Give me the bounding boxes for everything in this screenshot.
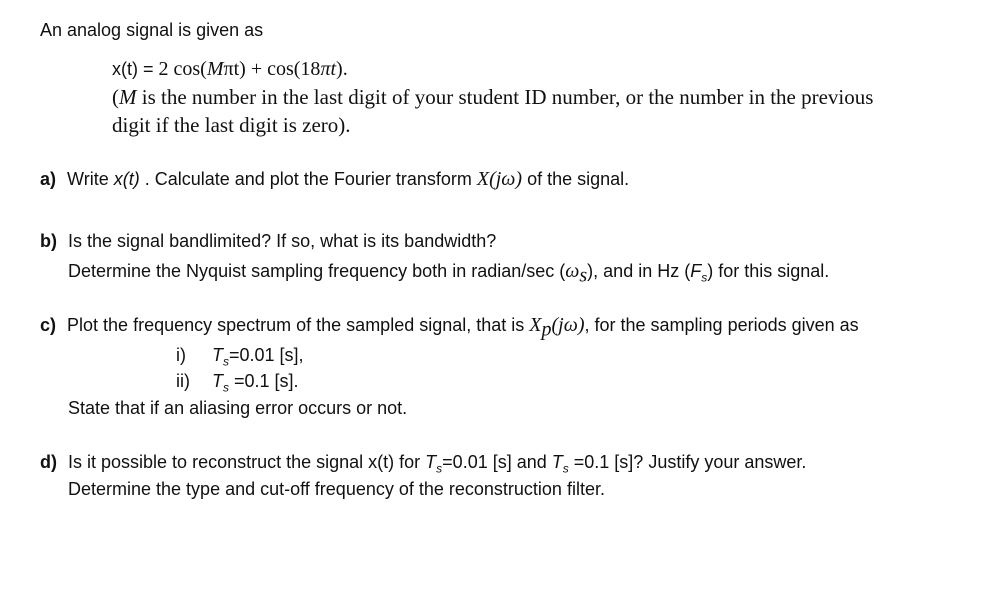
question-a-jw: (jω) <box>489 168 523 190</box>
F-symbol: F <box>690 261 702 281</box>
T-subscript: s <box>436 461 443 476</box>
question-a-label: a) <box>40 169 57 189</box>
question-b-l2b: ), and in Hz ( <box>587 261 691 281</box>
question-d-l1b: =0.01 [s] and <box>442 452 552 472</box>
equation-lhs: x(t) = <box>112 59 159 79</box>
T-symbol: T <box>212 345 223 365</box>
question-b-line1: Is the signal bandlimited? If so, what is its bandwidth? <box>68 231 497 251</box>
question-c-X: X <box>529 314 542 336</box>
equation-M: M <box>206 58 224 80</box>
question-b-label: b) <box>40 231 57 251</box>
question-c <box>40 313 859 341</box>
note-line1-text: is the number in the last digit of your student ID number, or the number in the previous <box>136 85 874 109</box>
question-c-label: c) <box>40 315 57 335</box>
question-a <box>40 167 629 191</box>
list-item-number: i) <box>176 345 186 365</box>
T-subscript: s <box>562 461 569 476</box>
F-subscript: s <box>701 270 708 285</box>
T-subscript: s <box>223 354 229 369</box>
question-b <box>40 229 496 253</box>
equation-pi: π <box>320 58 331 80</box>
question-b-l2c: ) for this signal. <box>707 261 830 281</box>
equation-t: t <box>330 58 337 80</box>
list-item <box>176 343 304 367</box>
list-item-number: ii) <box>176 371 190 391</box>
question-c-line-3: State that if an aliasing error occurs or not. <box>68 398 408 418</box>
omega-subscript: s <box>579 264 588 287</box>
list-item <box>176 369 299 393</box>
question-c-jw: (jω) <box>551 314 585 336</box>
equation-part2: πt) + cos(18 <box>223 58 321 80</box>
question-d-l1c: =0.1 [s]? Justify your answer. <box>568 452 807 472</box>
question-d-line-2: Determine the type and cut-off frequency of the reconstruction filter. <box>68 479 605 499</box>
T-symbol: T <box>551 452 563 472</box>
question-c-l1b: , for the sampling periods given as <box>584 315 859 335</box>
question-a-t1: Write <box>67 169 114 189</box>
intro-text: An analog signal is given as <box>40 20 264 40</box>
question-a-X: X <box>476 168 490 190</box>
signal-equation <box>112 57 348 81</box>
list-item-value: =0.01 [s], <box>229 345 304 365</box>
question-b-line-2 <box>68 259 830 287</box>
question-c-l1: Plot the frequency spectrum of the sampled signal, that is <box>67 315 530 335</box>
note-open: ( <box>112 85 119 109</box>
question-c-X-sub: p <box>541 318 552 341</box>
question-b-l2a: Determine the Nyquist sampling frequency both in radian/sec ( <box>68 261 566 281</box>
T-subscript: s <box>223 380 229 395</box>
note-line-2: digit if the last digit is zero). <box>112 113 351 137</box>
question-d <box>40 450 806 474</box>
omega-symbol: ω <box>565 260 580 282</box>
question-d-label: d) <box>40 452 57 472</box>
question-d-l1a: Is it possible to reconstruct the signal x(t) for <box>68 452 426 472</box>
equation-part1: 2 cos( <box>158 58 207 80</box>
T-symbol: T <box>425 452 437 472</box>
note-M: M <box>119 85 137 109</box>
question-a-t3: of the signal. <box>522 169 630 189</box>
question-a-t2: . Calculate and plot the Fourier transform <box>139 169 477 189</box>
note-line-1 <box>112 85 873 109</box>
equation-end: ). <box>336 58 348 80</box>
question-a-xt: x(t) <box>113 169 140 189</box>
list-item-value: =0.1 [s]. <box>229 371 299 391</box>
T-symbol: T <box>212 371 223 391</box>
